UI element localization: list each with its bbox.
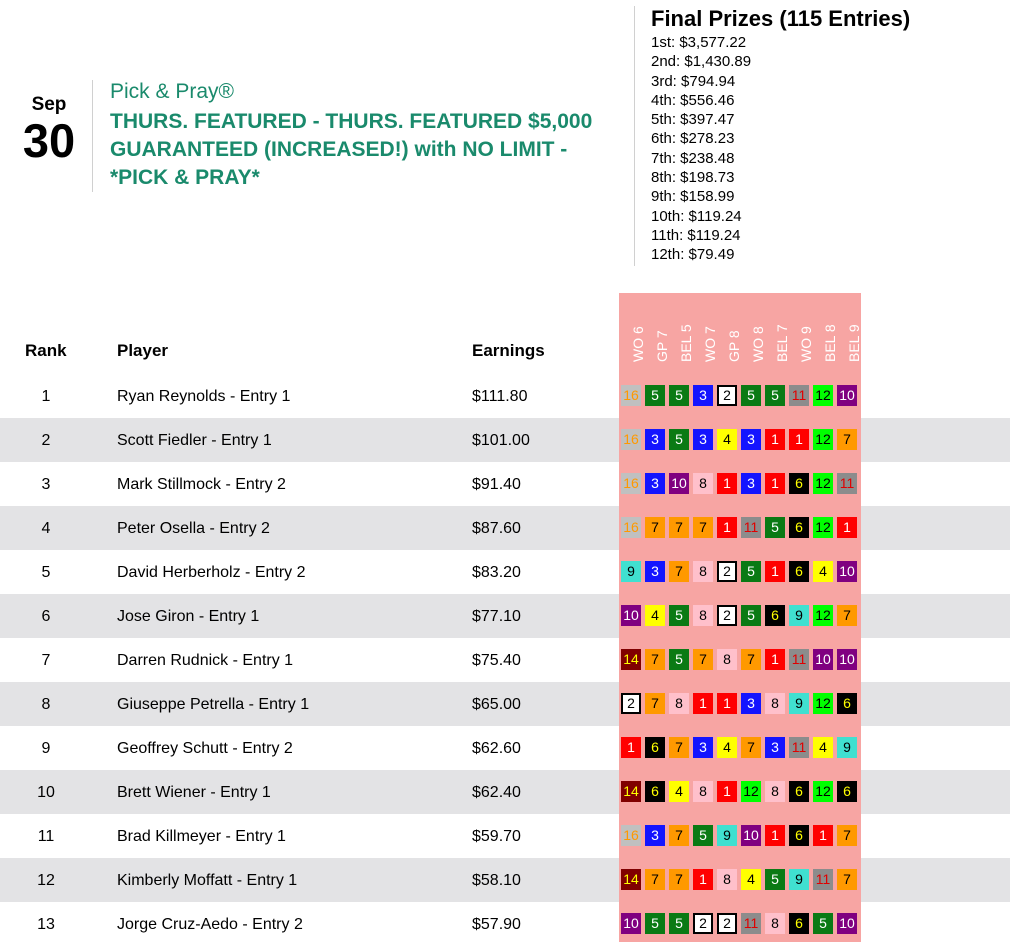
saddle-cloth-pick: 3: [645, 473, 665, 494]
saddle-cloth-pick: 12: [741, 781, 761, 802]
prize-list: [651, 33, 910, 265]
race-header: [837, 293, 862, 369]
rank-cell: 5: [41, 564, 51, 581]
saddle-cloth-pick: 4: [813, 737, 833, 758]
table-row[interactable]: [0, 506, 1010, 550]
saddle-cloth-pick: 5: [765, 517, 785, 538]
race-header: [789, 293, 814, 369]
picks-cell: [619, 462, 861, 506]
saddle-cloth-pick: 12: [813, 385, 833, 406]
saddle-cloth-pick: 12: [813, 517, 833, 538]
saddle-cloth-pick: 3: [765, 737, 785, 758]
prize-item: 12th: $79.49: [651, 246, 735, 264]
race-header: [741, 293, 766, 369]
saddle-cloth-pick: 6: [789, 473, 809, 494]
saddle-cloth-pick: 11: [813, 869, 833, 890]
saddle-cloth-pick: 5: [741, 385, 761, 406]
prize-item: 3rd: $794.94: [651, 72, 736, 90]
saddle-cloth-pick: 1: [765, 561, 785, 582]
player-name[interactable]: Darren Rudnick - Entry 1: [117, 652, 294, 669]
player-name[interactable]: Giuseppe Petrella - Entry 1: [117, 696, 310, 713]
saddle-cloth-pick: 1: [765, 473, 785, 494]
saddle-cloth-pick: 3: [741, 473, 761, 494]
earnings-cell: $111.80: [472, 388, 528, 405]
saddle-cloth-pick: 1: [717, 473, 737, 494]
earnings-cell: $83.20: [472, 564, 521, 581]
picks-cell: [619, 770, 861, 814]
rank-cell: 11: [37, 828, 55, 845]
saddle-cloth-pick: 8: [765, 781, 785, 802]
prize-item: 5th: $397.47: [651, 111, 735, 129]
saddle-cloth-pick: 8: [765, 913, 785, 934]
saddle-cloth-pick: 5: [645, 385, 665, 406]
table-row[interactable]: [0, 638, 1010, 682]
saddle-cloth-pick: 5: [693, 825, 713, 846]
saddle-cloth-pick: 1: [765, 429, 785, 450]
saddle-cloth-pick: 11: [789, 737, 809, 758]
saddle-cloth-pick: 8: [717, 869, 737, 890]
saddle-cloth-pick: 12: [813, 605, 833, 626]
date-day: 30: [22, 114, 76, 167]
rank-cell: 1: [41, 388, 51, 405]
prizes-panel: [651, 6, 910, 265]
saddle-cloth-pick: 7: [669, 561, 689, 582]
saddle-cloth-pick: 7: [693, 649, 713, 670]
saddle-cloth-pick: 1: [693, 869, 713, 890]
saddle-cloth-pick: 9: [789, 605, 809, 626]
saddle-cloth-pick: 1: [693, 693, 713, 714]
picks-cell: [619, 638, 861, 682]
earnings-cell: $62.60: [472, 740, 521, 757]
table-row[interactable]: [0, 902, 1010, 942]
race-header-label: WO 6: [630, 326, 646, 362]
saddle-cloth-pick: 1: [717, 693, 737, 714]
saddle-cloth-pick: 5: [669, 649, 689, 670]
saddle-cloth-pick: 8: [693, 605, 713, 626]
saddle-cloth-pick: 11: [837, 473, 857, 494]
saddle-cloth-pick: 7: [741, 737, 761, 758]
saddle-cloth-pick: 3: [645, 825, 665, 846]
player-name[interactable]: Kimberly Moffatt - Entry 1: [117, 872, 298, 889]
rank-cell: 6: [41, 608, 51, 625]
saddle-cloth-pick: 10: [621, 605, 641, 626]
player-name[interactable]: Ryan Reynolds - Entry 1: [117, 388, 291, 405]
saddle-cloth-pick: 5: [669, 429, 689, 450]
saddle-cloth-pick: 9: [789, 693, 809, 714]
prize-item: 9th: $158.99: [651, 188, 735, 206]
saddle-cloth-pick: 9: [789, 869, 809, 890]
rank-cell: 8: [41, 696, 51, 713]
saddle-cloth-pick: 11: [741, 913, 761, 934]
saddle-cloth-pick: 6: [789, 561, 809, 582]
saddle-cloth-pick: 5: [765, 869, 785, 890]
picks-cell: [619, 682, 861, 726]
saddle-cloth-pick: 5: [669, 913, 689, 934]
saddle-cloth-pick: 5: [741, 605, 761, 626]
saddle-cloth-pick: 6: [645, 781, 665, 802]
saddle-cloth-pick: 10: [837, 385, 857, 406]
earnings-cell: $58.10: [472, 872, 521, 889]
saddle-cloth-pick: 7: [669, 869, 689, 890]
saddle-cloth-pick: 14: [621, 649, 641, 670]
saddle-cloth-pick: 2: [717, 913, 737, 934]
saddle-cloth-pick: 1: [765, 649, 785, 670]
saddle-cloth-pick: 7: [837, 825, 857, 846]
saddle-cloth-pick: 10: [837, 561, 857, 582]
saddle-cloth-pick: 10: [837, 649, 857, 670]
saddle-cloth-pick: 1: [765, 825, 785, 846]
picks-cell: [619, 550, 861, 594]
rank-cell: 7: [41, 652, 51, 669]
saddle-cloth-pick: 9: [837, 737, 857, 758]
earnings-cell: $75.40: [472, 652, 521, 669]
race-header: [645, 293, 670, 369]
picks-cell: [619, 506, 861, 550]
saddle-cloth-pick: 3: [741, 429, 761, 450]
race-header-label: BEL 7: [774, 324, 790, 362]
saddle-cloth-pick: 1: [789, 429, 809, 450]
saddle-cloth-pick: 2: [717, 561, 737, 582]
player-name[interactable]: Peter Osella - Entry 2: [117, 520, 270, 537]
table-row[interactable]: [0, 594, 1010, 638]
saddle-cloth-pick: 3: [645, 429, 665, 450]
prize-item: 4th: $556.46: [651, 91, 735, 109]
saddle-cloth-pick: 12: [813, 429, 833, 450]
table-row[interactable]: [0, 814, 1010, 858]
rank-cell: 9: [41, 740, 51, 757]
saddle-cloth-pick: 7: [645, 693, 665, 714]
saddle-cloth-pick: 6: [837, 781, 857, 802]
contest-name[interactable]: Pick & Pray®: [110, 80, 235, 103]
prize-item: 1st: $3,577.22: [651, 34, 747, 51]
earnings-cell: $101.00: [472, 432, 530, 449]
player-header[interactable]: Player: [117, 341, 169, 360]
race-header-label: BEL 5: [678, 324, 694, 362]
race-header: [621, 293, 646, 369]
saddle-cloth-pick: 5: [645, 913, 665, 934]
saddle-cloth-pick: 11: [741, 517, 761, 538]
saddle-cloth-pick: 2: [693, 913, 713, 934]
saddle-cloth-pick: 10: [669, 473, 689, 494]
saddle-cloth-pick: 7: [837, 605, 857, 626]
saddle-cloth-pick: 10: [741, 825, 761, 846]
saddle-cloth-pick: 3: [645, 561, 665, 582]
earnings-cell: $77.10: [472, 608, 521, 625]
saddle-cloth-pick: 7: [669, 517, 689, 538]
player-name[interactable]: Geoffrey Schutt - Entry 2: [117, 740, 293, 757]
saddle-cloth-pick: 8: [765, 693, 785, 714]
saddle-cloth-pick: 12: [813, 693, 833, 714]
saddle-cloth-pick: 6: [765, 605, 785, 626]
saddle-cloth-pick: 4: [717, 737, 737, 758]
saddle-cloth-pick: 7: [669, 737, 689, 758]
player-name[interactable]: Mark Stillmock - Entry 2: [117, 476, 286, 493]
prize-item: 2nd: $1,430.89: [651, 53, 752, 71]
race-header-label: WO 9: [798, 326, 814, 362]
prize-item: 10th: $119.24: [651, 207, 742, 225]
race-header-label: BEL 9: [846, 324, 862, 362]
player-name[interactable]: Scott Fiedler - Entry 1: [117, 432, 272, 449]
saddle-cloth-pick: 2: [717, 605, 737, 626]
saddle-cloth-pick: 3: [741, 693, 761, 714]
race-header-label: WO 7: [702, 326, 718, 362]
saddle-cloth-pick: 11: [789, 649, 809, 670]
race-header-label: WO 8: [750, 326, 766, 362]
race-header: [669, 293, 694, 369]
picks-cell: [619, 374, 861, 418]
saddle-cloth-pick: 7: [837, 429, 857, 450]
saddle-cloth-pick: 1: [837, 517, 857, 538]
saddle-cloth-pick: 7: [669, 825, 689, 846]
saddle-cloth-pick: 5: [813, 913, 833, 934]
player-name[interactable]: Brett Wiener - Entry 1: [117, 784, 271, 801]
player-name[interactable]: Brad Killmeyer - Entry 1: [117, 828, 286, 845]
picks-cell: [619, 726, 861, 770]
earnings-cell: $59.70: [472, 828, 521, 845]
picks-cell: [619, 418, 861, 462]
saddle-cloth-pick: 11: [789, 385, 809, 406]
saddle-cloth-pick: 6: [645, 737, 665, 758]
saddle-cloth-pick: 6: [789, 913, 809, 934]
table-row[interactable]: [0, 462, 1010, 506]
contest-description: THURS. FEATURED - THURS. FEATURED $5,000 GUARANTEED (INCREASED!) with NO LIMIT - *PICK & PRAY*: [110, 110, 593, 189]
saddle-cloth-pick: 7: [837, 869, 857, 890]
saddle-cloth-pick: 8: [693, 473, 713, 494]
race-headers: [619, 293, 861, 373]
standings-table: [0, 374, 1010, 942]
player-name[interactable]: Jose Giron - Entry 1: [117, 608, 260, 625]
rank-cell: 2: [41, 432, 51, 449]
saddle-cloth-pick: 12: [813, 473, 833, 494]
prize-item: 11th: $119.24: [651, 226, 741, 244]
saddle-cloth-pick: 16: [621, 825, 641, 846]
race-header: [693, 293, 718, 369]
race-header: [765, 293, 790, 369]
earnings-cell: $87.60: [472, 520, 521, 537]
rank-cell: 13: [37, 916, 55, 933]
saddle-cloth-pick: 7: [645, 649, 665, 670]
saddle-cloth-pick: 6: [789, 825, 809, 846]
rank-cell: 4: [41, 520, 51, 537]
saddle-cloth-pick: 16: [621, 473, 641, 494]
saddle-cloth-pick: 1: [813, 825, 833, 846]
race-header: [717, 293, 742, 369]
earnings-cell: $65.00: [472, 696, 521, 713]
saddle-cloth-pick: 12: [813, 781, 833, 802]
saddle-cloth-pick: 7: [645, 517, 665, 538]
player-name[interactable]: David Herberholz - Entry 2: [117, 564, 306, 581]
date-month: Sep: [31, 94, 67, 115]
saddle-cloth-pick: 4: [741, 869, 761, 890]
rank-cell: 12: [37, 872, 55, 889]
saddle-cloth-pick: 10: [813, 649, 833, 670]
saddle-cloth-pick: 4: [813, 561, 833, 582]
saddle-cloth-pick: 16: [621, 429, 641, 450]
earnings-cell: $62.40: [472, 784, 521, 801]
saddle-cloth-pick: 5: [669, 385, 689, 406]
prizes-title: Final Prizes (115 Entries): [651, 6, 911, 31]
saddle-cloth-pick: 16: [621, 517, 641, 538]
saddle-cloth-pick: 6: [789, 781, 809, 802]
saddle-cloth-pick: 3: [693, 737, 713, 758]
table-row[interactable]: [0, 418, 1010, 462]
saddle-cloth-pick: 5: [741, 561, 761, 582]
race-header-label: GP 7: [654, 330, 670, 362]
divider: [634, 6, 635, 266]
picks-cell: [619, 902, 861, 942]
saddle-cloth-pick: 4: [645, 605, 665, 626]
saddle-cloth-pick: 2: [717, 385, 737, 406]
saddle-cloth-pick: 3: [693, 385, 713, 406]
saddle-cloth-pick: 14: [621, 781, 641, 802]
table-row[interactable]: [0, 374, 1010, 418]
table-row[interactable]: [0, 682, 1010, 726]
saddle-cloth-pick: 3: [693, 429, 713, 450]
saddle-cloth-pick: 1: [717, 781, 737, 802]
saddle-cloth-pick: 8: [693, 781, 713, 802]
saddle-cloth-pick: 2: [621, 693, 641, 714]
saddle-cloth-pick: 1: [717, 517, 737, 538]
prize-item: 7th: $238.48: [651, 149, 735, 167]
saddle-cloth-pick: 8: [717, 649, 737, 670]
picks-cell: [619, 858, 861, 902]
saddle-cloth-pick: 5: [669, 605, 689, 626]
saddle-cloth-pick: 8: [669, 693, 689, 714]
saddle-cloth-pick: 14: [621, 869, 641, 890]
table-row[interactable]: [0, 550, 1010, 594]
prize-item: 6th: $278.23: [651, 130, 735, 148]
saddle-cloth-pick: 9: [717, 825, 737, 846]
divider: [92, 80, 93, 192]
date-block: [18, 94, 80, 166]
saddle-cloth-pick: 10: [837, 913, 857, 934]
saddle-cloth-pick: 7: [741, 649, 761, 670]
picks-cell: [619, 814, 861, 858]
saddle-cloth-pick: 7: [693, 517, 713, 538]
saddle-cloth-pick: 7: [645, 869, 665, 890]
saddle-cloth-pick: 16: [621, 385, 641, 406]
player-name[interactable]: Jorge Cruz-Aedo - Entry 2: [117, 916, 303, 933]
picks-cell: [619, 594, 861, 638]
table-row[interactable]: [0, 770, 1010, 814]
earnings-header[interactable]: Earnings: [472, 341, 545, 360]
saddle-cloth-pick: 4: [669, 781, 689, 802]
saddle-cloth-pick: 5: [765, 385, 785, 406]
race-header: [813, 293, 838, 369]
saddle-cloth-pick: 1: [621, 737, 641, 758]
prize-item: 8th: $198.73: [651, 169, 735, 187]
saddle-cloth-pick: 10: [621, 913, 641, 934]
saddle-cloth-pick: 6: [789, 517, 809, 538]
rank-header[interactable]: Rank: [25, 341, 67, 360]
table-row[interactable]: [0, 726, 1010, 770]
race-header-label: BEL 8: [822, 324, 838, 362]
saddle-cloth-pick: 6: [837, 693, 857, 714]
rank-cell: 3: [41, 476, 51, 493]
race-header-label: GP 8: [726, 330, 742, 362]
rank-cell: 10: [37, 784, 55, 801]
table-row[interactable]: [0, 858, 1010, 902]
saddle-cloth-pick: 8: [693, 561, 713, 582]
earnings-cell: $57.90: [472, 916, 521, 933]
earnings-cell: $91.40: [472, 476, 521, 493]
saddle-cloth-pick: 9: [621, 561, 641, 582]
saddle-cloth-pick: 4: [717, 429, 737, 450]
